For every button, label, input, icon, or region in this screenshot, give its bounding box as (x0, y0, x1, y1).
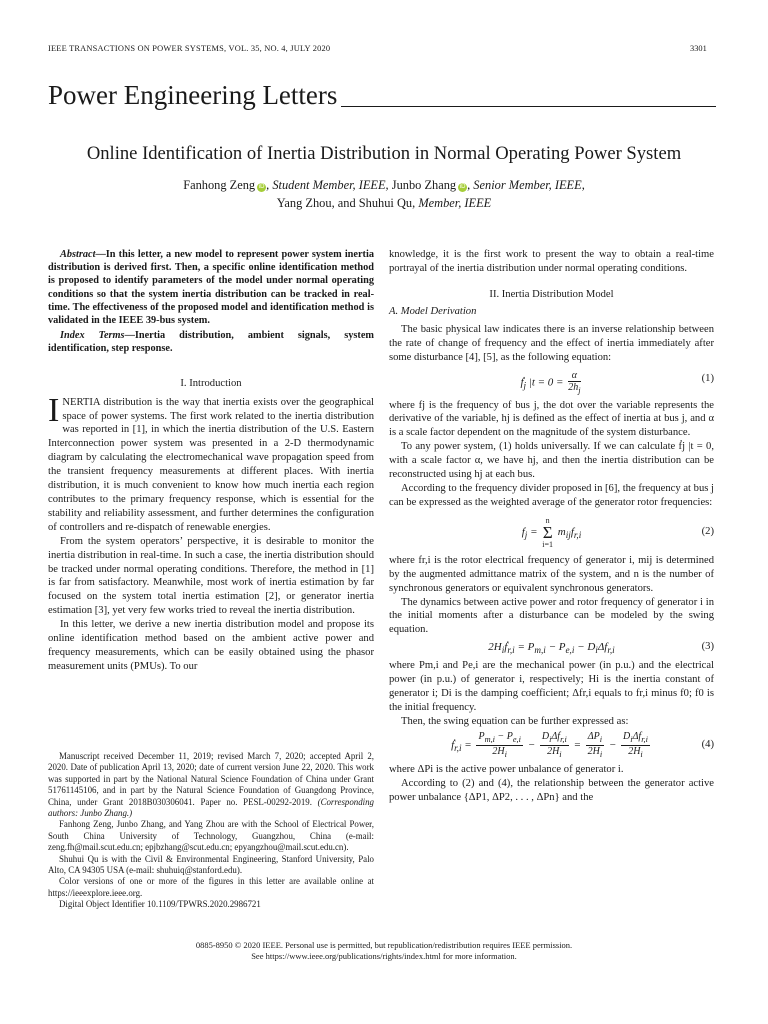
equation-number: (4) (701, 738, 714, 750)
equation-1 (389, 365, 714, 399)
index-terms: Index Terms—Inertia distribution, ambient signals, system identification, step response. (48, 330, 374, 355)
equation-4 (389, 729, 714, 763)
footnote: Color versions of one or more of the figures in this letter are available online at https://ieeexplore.ieee.org. (48, 876, 374, 898)
abstract: Abstract—In this letter, a new model to represent power system inertia distribution is derived first. Then, a specific online identification method is proposed to identify parameters of the model under normal operating conditions so that the system inertia distribution can be tracked in real-time. The effectiveness of the proposed model and identification method is validated in the IEEE 39-bus system. (48, 249, 374, 327)
author-role: , Senior Member, IEEE, (467, 178, 585, 192)
section-heading: II. Inertia Distribution Model (489, 288, 614, 300)
body-paragraph: knowledge, it is the first work to present the way to obtain a real-time portrayal of the inertia distribution under normal operating conditions. (389, 249, 714, 274)
author-name: Fanhong Zeng (183, 178, 256, 192)
author-list (60, 176, 708, 212)
equation-2 (389, 510, 714, 554)
body-paragraph: Then, the swing equation can be further expressed as: (401, 715, 629, 727)
orcid-icon[interactable]: iD (459, 184, 466, 190)
author-name: Yang Zhou, and Shuhui Qu, (276, 196, 416, 210)
intro-paragraph: From the system operators’ perspective, it is desirable to monitor the inertia distribution in real-time. In such a case, the inertia distribution should be tracked under normal operating conditions. Therefore, the method in [1] is far from satisfactory. Meanwhile, most work of inertia estimation by far focused on the system total inertia estimation [2], or generator inertia estimation [3], yet very few works tried to reveal the inertia distribution. (48, 535, 374, 617)
left-column (48, 248, 374, 674)
copyright-line: 0885-8950 © 2020 IEEE. Personal use is permitted, but republication/redistribution requires IEEE permission. (195, 940, 573, 950)
body-paragraph: where fj is the frequency of bus j, the dot over the variable represents the derivative of the variable, hj is defined as the effect of inertia at bus j, and α is a scale factor dependent on the magnitude of the system disturbance. (389, 399, 714, 439)
intro-paragraph: INERTIA distribution is the way that inertia exists over the geographical space of power systems. The first work related to the inertia distribution was reported in [1], in which the inertia distribution of the U.S. Eastern Interconnection power system was presented in a 2-D thermodynamic diagram by calculating the electromechanical wave propagation speed from the transient frequency measurements at different places. With inertia distribution, it is much convenient to know how much inertia each region contributes to the primary frequency response, which is essential for the stability and reliability assessment, and further determines the configuration of controllers and re-dispatch of renewable energies. (48, 391, 374, 533)
intro-paragraph: In this letter, we derive a new inertia distribution model and propose its online identification method based on the ambient active power and frequency measurements, which can be easily obtained using the phasor measurement units (PMUs). To our (48, 619, 374, 672)
orcid-icon[interactable]: iD (258, 184, 265, 190)
right-column (389, 248, 714, 804)
equation-body: ḟ$_{r,i}$ = $\frac{P_{m,i} - P_{e,i}}{2H_i}$ − $\frac{D_i\Delta f_{r,i}}{2H_i}$ = $\frac{\Delta P_i}{2H_i}$ − $\frac{D_i\Delta f_{r,i}}{2H_i}$ (451, 730, 648, 759)
body-paragraph: The basic physical law indicates there is an inverse relationship between the rate of change of frequency and the effect of inertia immediately after some disturbance [4], [5], as the following equation: (389, 323, 714, 363)
equation-body: $f_j$ = n Σ i=1 $m_{ij}f_{r,i}$ (521, 515, 582, 549)
equation-number: (2) (701, 525, 714, 537)
author-role: , Student Member, IEEE, (266, 178, 389, 192)
body-paragraph: where Pm,i and Pe,i are the mechanical power (in p.u.) and the electrical power (in p.u.) of generator i, respectively; Hi is the inertia constant of generator i; Di is the damping coefficient; Δfr,i equals to fr,i minus f0; f0 is the initial frequency. (389, 660, 714, 713)
paper-title: Online Identification of Inertia Distribution in Normal Operating Power System (86, 143, 682, 164)
footnote: Fanhong Zeng, Junbo Zhang, and Yang Zhou are with the School of Electrical Power, South China University of Technology, Guangzhou, China (e-mail: zeng.fh@mail.scut.edu.cn; epjbzhang@scut.edu.cn; epyangzhou@mail.scut.edu.cn). (48, 819, 374, 853)
section-rule (341, 106, 716, 107)
body-paragraph: According to (2) and (4), the relationship between the generator active power unbalance {ΔP1, ΔP2, . . . , ΔPn} and the (389, 777, 714, 803)
equation-body: $2H_iḟ_{r,i} = P_{m,i} - P_{e,i} - D_i\Delta f_{r,i}$ (488, 641, 615, 656)
body-paragraph: where fr,i is the rotor electrical frequency of generator i, mij is determined by the augmented admittance matrix of the system, and n is the number of synchronous generators or equivalent synchronous generators. (389, 554, 714, 594)
body-paragraph: According to the frequency divider proposed in [6], the frequency at bus j can be expressed as the weighted average of the generator rotor frequencies: (389, 482, 714, 508)
subsection-heading: A. Model Derivation (389, 305, 477, 317)
footnote: Digital Object Identifier 10.1109/TPWRS.2020.2986721 (59, 899, 261, 910)
intro-heading: I. Introduction (180, 377, 242, 389)
footnotes (48, 751, 374, 911)
dropcap-letter: I (48, 391, 60, 429)
body-paragraph: The dynamics between active power and rotor frequency of generator i in the initial moments after a disturbance can be modeled by the swing equation. (389, 596, 714, 636)
body-paragraph: To any power system, (1) holds universally. If we can calculate ḟj |t = 0, with a scale factor α, we have hj, and then the inertia distribution can be reconstructed using hj at each bus. (389, 441, 714, 481)
rights-link-line: See https://www.ieee.org/publications/rights/index.html for more information. (251, 951, 517, 961)
page-number: 3301 (690, 44, 707, 53)
section-title: Power Engineering Letters (48, 80, 338, 110)
author-role: Member, IEEE (415, 196, 492, 210)
journal-header: IEEE TRANSACTIONS ON POWER SYSTEMS, VOL. 35, NO. 4, JULY 2020 (48, 44, 331, 53)
equation-number: (3) (701, 641, 714, 653)
author-name: Junbo Zhang (391, 178, 457, 192)
footnote: Manuscript received December 11, 2019; revised March 7, 2020; accepted April 2, 2020. Date of publication April 13, 2020; date of current version June 22, 2020. This work was supported in part by the National Natural Science Foundation of China under Grant 51761145106, and in part by the Natural Science Foundation of Guangdong Province, China, under Grant 2018B030306041. Paper no. PESL-00292-2019. (Corresponding authors: Junbo Zhang.) (48, 751, 374, 819)
footnote: Shuhui Qu is with the Civil & Environmental Engineering, Stanford University, Palo Alto, CA 94305 USA (e-mail: shuhuiq@stanford.edu). (48, 853, 374, 876)
body-paragraph: where ΔPi is the active power unbalance of generator i. (389, 763, 624, 775)
equation-number: (1) (701, 372, 714, 384)
equation-3 (389, 637, 714, 659)
section-title-bar (48, 80, 716, 110)
equation-body: ḟ$_j$ |t = 0 = $\frac{\alpha}{2h_j}$ (520, 369, 581, 395)
